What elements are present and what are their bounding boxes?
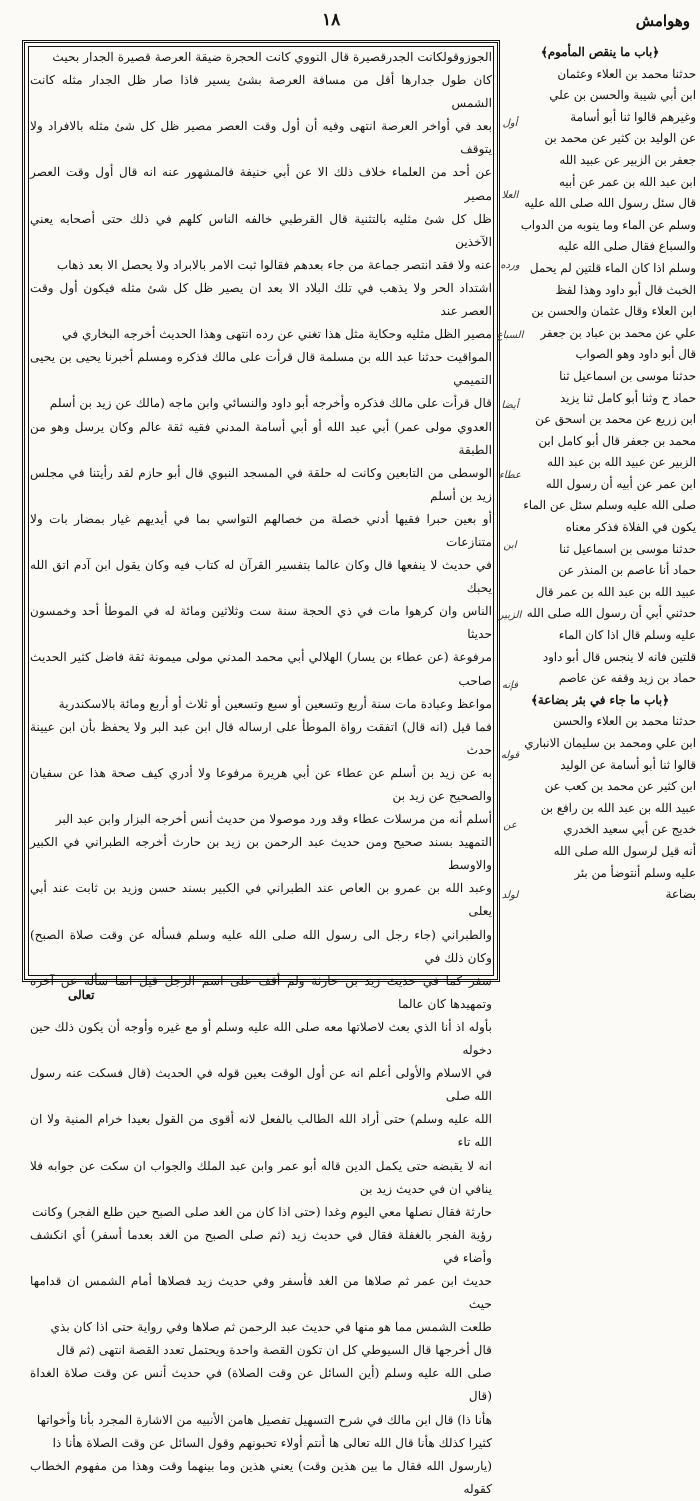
footer-catchword: تعالى [68, 988, 95, 1002]
side-note: السباع [496, 330, 524, 341]
commentary-line: طلعت الشمس مما هو منها في حديث عبد الرحمن ثم صلاها وفي رواية حتى اذا كان بذي [50, 1320, 492, 1335]
side-note: لولد [501, 890, 519, 901]
commentary-line: أسلم أنه من مرسلات عطاء وقد ورد موصولا من حديث أنس أخرجه البزار وابن عبد البر [55, 812, 492, 827]
commentary-line: ظل كل شئ مثليه بالتثنية قال القرطبي خالفه الناس كلهم في ذلك حتى أصحابه يعني الآخذين [30, 211, 492, 249]
commentary-line: وعبد الله بن عمرو بن العاص عند الطبراني في الكبير بسند حسن وزيد بن ثابت عند أبي يعلى [30, 881, 492, 919]
margin-line: وسلم عن الماء وما ينوبه من الدواب [520, 217, 696, 232]
side-note: عن [503, 820, 517, 831]
commentary-line: في الاسلام والأولى أعلم انه عن أول الوقت بعين قوله في الحديث (قال فسكت عنه رسول الله صلى [30, 1066, 492, 1104]
margin-line: ابن عمر عن أبيه أن رسول الله [545, 476, 696, 491]
margin-line: يكون في الفلاة فذكر معناه [565, 520, 696, 535]
commentary-line: العدوي مولى عمر) أبي عبد الله أو أبي أسامة المدني فقيه ثقة عالم وكان يرسل وهو من الطبقة [30, 419, 492, 457]
margin-line: والسباع فقال صلى الله عليه [558, 239, 696, 254]
margin-line: محمد بن جعفر قال أبو كامل ابن [538, 433, 696, 448]
commentary-line: المواقيت حدثنا عبد الله بن مسلمة قال قرأت على مالك فذكره ومسلم أخبرنا يحيى بن يحيى التميمي [30, 350, 492, 388]
commentary-line: الوسطى من التابعين وكانت له حلقة في المسجد النبوي قال أبو حازم لقد رأيتنا في مجلس زيد بن أسلم [30, 465, 492, 503]
margin-line: عليه وسلم أنتوضأ من بئر [574, 865, 696, 880]
margin-line: قالوا ثنا أبو أسامة عن الوليد [560, 757, 696, 772]
margin-line: حماد بن زيد وقفه عن عاصم [558, 671, 696, 686]
commentary-line: رؤية الفجر بالغفلة فقال في حديث زيد (ثم صلى الصبح من الغد بعدما أسفر) أي انكشف وأضاء في [30, 1227, 492, 1265]
commentary-line: (يارسول الله فقال ما بين هذين وقت) يعني هذين وما بينهما وقت وهذا من مفهوم الخطاب كقوله [30, 1458, 492, 1496]
margin-line: ابن علي ومحمد بن سليمان الانباري [524, 736, 696, 750]
margin-line: ابن العلاء وقال عثمان والحسن بن [531, 304, 696, 319]
commentary-line: انه لا يقبضه حتى يكمل الدين قاله أبو عمر وابن عبد الملك والجواب ان سكت عن جوابه فلا ينافي ان في حديث زيد بن [30, 1158, 492, 1196]
margin-line: ابن زريع عن محمد بن اسحق عن [535, 412, 696, 427]
margin-line: عليه وسلم قال اذا كان الماء [558, 628, 696, 643]
margin-line: حدثني أبي أن رسول الله صلى الله [526, 606, 696, 621]
chapter-heading: ﴿باب ما جاء في بئر بضاعة﴾ [531, 692, 669, 707]
margin-line: أنه قيل لرسول الله صلى الله [553, 843, 696, 858]
side-note: قوله [500, 750, 520, 761]
margin-line: الخبث قال أبو داود وهذا لفظ [555, 282, 696, 297]
margin-line: ابن كثير عن محمد بن كعب عن [544, 779, 696, 794]
margin-line: صلى الله عليه وسلم سئل عن الماء [523, 498, 696, 513]
commentary-line: الجوزوقولكانت الجدرقصيرة قال النووي كانت الحجرة ضيقة العرصة قصيرة الجدار بحيث [52, 50, 492, 64]
commentary-line: به عن زيد بن أسلم عن عطاء عن أبي هريرة مرفوعا ولا أدري كيف صحة هذا عن سفيان والصحيح عن زيد بن [30, 765, 492, 803]
commentary-line: قال أخرجها قال السيوطي كل ان تكون القصة واحدة ويحتمل تعدد القصة انتهى (ثم قال [56, 1343, 492, 1358]
margin-line: بضاعة [665, 887, 696, 902]
margin-line: وسلم اذا كان الماء قلتين لم يحمل [529, 260, 696, 275]
commentary-line: كان طول جدارها أقل من مسافة العرصة بشئ يسير فاذا صار ظل الجدار مثله كانت الشمس [30, 73, 492, 111]
margin-line: ابن أبي شيبة والحسن بن علي [549, 88, 696, 103]
commentary-line: الله عليه وسلم) حتى أراد الله الطالب بالفعل لانه أقوى من القول بعيدا خرام المنية ولا ان الله تاء [30, 1112, 492, 1150]
margin-line: حدثنا موسى بن اسماعيل ثنا [559, 368, 696, 383]
commentary-line: التمهيد بسند صحيح ومن حديث عبد الرحمن بن زيد بن حارث أخرجه الطبراني في الكبير والاوسط [30, 835, 492, 873]
commentary-line: مواعظ وعبادة مات سنة أربع وتسعين أو سبع وتسعين أو ثلاث أو أربع ومائة بالاسكندرية [58, 696, 492, 711]
commentary-line: سفر كما في حديث زيد بن حارثة ولم أقف على اسم الرجل قيل انما سأله عن آخره وتمهيدها كان عالما [30, 973, 492, 1011]
commentary-line: في حديث لا ينفعها قال وكان عالما بتفسير القرآن له كتاب فيه وكان يقول ابن آدم اتق الله يحبك [30, 558, 492, 596]
commentary-line: قال قرأت على مالك فذكره وأخرجه أبو داود والنسائي وابن ماجه (مالك عن زيد بن أسلم [49, 396, 492, 411]
commentary-line: فما قيل (انه قال) اتفقت رواة الموطأ على ارساله قال ابن عبد البر ولا يحفظ بأن ابن عيينة حدث [30, 719, 492, 757]
commentary-line: عنه ولا فقد انتصر جماعة من جاء بعدهم فقالوا ثبت الامر بالابراد ولا يحصل الا بعد ذهاب [56, 257, 492, 272]
side-note: الزبير [498, 610, 522, 621]
margin-line: وغيرهم قالوا ثنا أبو أسامة [570, 109, 696, 124]
commentary-line: حديث ابن عمر ثم صلاها من الغد فأسفر وفي حديث زيد فصلاها أمام الشمس ان قدامها حيث [30, 1273, 492, 1312]
side-note: أول [502, 118, 518, 129]
side-note: أيضا [501, 400, 519, 411]
commentary-line: كثيرا كذلك هأنا قال الله تعالى ها أنتم أولاء تحبونهم وقول السائل عن وقت الصلاة هأنا ذا [52, 1435, 492, 1450]
commentary-line: بأوله اذ أنا الذي بعث لاصلاتها معه صلى الله عليه وسلم أو مع غيره وأوجه أن يكون ذلك حين دخوله [30, 1019, 492, 1058]
commentary-line: أو بعين حبرا فقيها أدني خصلة من خصالهم التواسي بما في أيديهم غيار بمضار بات ولا متنازعات [30, 511, 492, 549]
commentary-text-column [30, 46, 492, 1496]
margin-line: حماد ح وثنا أبو كامل ثنا يزيد [559, 390, 696, 405]
margin-line: قال أبو داود وهو الصواب [575, 347, 696, 362]
hadith-margin-column [504, 42, 696, 986]
margin-line: جعفر بن الزبير عن عبيد الله [559, 152, 696, 167]
commentary-line: بعد في أواخر العرصة انتهى وفيه أن أول وقت العصر مصير ظل كل شئ مثله بالافراد ولا يتوقف [30, 119, 492, 157]
margin-line: حدثنا موسى بن اسماعيل ثنا [559, 541, 696, 556]
commentary-line: والطبراني (جاء رجل الى رسول الله صلى الله عليه وسلم فسأله عن وقت صلاة الصبح) وكان ذلك في [30, 927, 492, 965]
margin-line: عبيد الله بن عبد الله بن رافع بن [540, 800, 696, 815]
margin-line: قلتين فانه لا ينجس قال أبو داود [542, 649, 696, 664]
running-header-word: وهوامش [635, 12, 690, 30]
margin-line: علي عن محمد بن عباد بن جعفر [540, 325, 696, 340]
side-note: العلا [501, 190, 519, 201]
margin-line: قال سئل رسول الله صلى الله عليه [524, 196, 696, 211]
side-note: ابن [503, 540, 517, 551]
side-note: ورده [500, 260, 520, 271]
margin-line: الزبير عن عبيد الله بن عبد الله [547, 455, 696, 470]
margin-line: عن الوليد بن كثير عن محمد بن [544, 131, 696, 146]
margin-line: حدثنا محمد بن العلاء وعثمان [557, 66, 696, 81]
commentary-line: حارثة فقال نصلها معي اليوم وغدا (حتى اذا كان من الغد صلى الصبح حين طلع الفجر) وكانت [32, 1204, 492, 1219]
commentary-line: عن أحد من العلماء خلاف ذلك الا عن أبي حنيفة فالمشهور عنه انه قال أول وقت العصر مصير [30, 165, 492, 203]
margin-line: ابن عبد الله بن عمر عن أبيه [558, 174, 696, 189]
commentary-line: اشتداد الحر ولا يذهب في تلك البلاد الا بعد ان يصير ظل كل شئ مثله فيكون أول وقت العصر عند [30, 280, 492, 319]
margin-line: عبيد الله بن عبد الله بن عمر قال [535, 584, 696, 599]
side-note: فإنه [502, 680, 518, 691]
commentary-line: مصير الظل مثليه وحكاية مثل هذا تغني عن رده انتهى وهذا الحديث أخرجه البخاري في [62, 327, 492, 342]
commentary-line: صلى الله عليه وسلم (أين السائل عن وقت الصلاة) في حديث أنس عن وقت صلاة الغداة (قال [30, 1366, 492, 1404]
margin-line: حدثنا محمد بن العلاء والحسن [553, 714, 696, 729]
side-note: عطاء [499, 470, 521, 481]
commentary-line: هأنا ذا) قال ابن مالك في شرح التسهيل تفصيل هامن الأنبيه من الاشارة المجرد بأنا وأخواتها [36, 1412, 492, 1427]
chapter-heading: ﴿باب ما ينقص المأموم﴾ [540, 45, 660, 59]
commentary-line: مرفوعة (عن عطاء بن يسار) الهلالي أبي محمد المدني مولى ميمونة ثقة فاضل كثير الحديث صاحب [30, 650, 492, 688]
margin-line: حماد أنا عاصم بن المنذر عن [558, 563, 696, 578]
page-number: ١٨ [322, 10, 341, 30]
margin-line: خديج عن أبي سعيد الخدري [563, 822, 696, 837]
commentary-line: الناس وان كرهوا مات في ذي الحجة سنة ست وثلاثين ومائة له في الموطأ أحد وخمسون حديثا [30, 604, 492, 642]
